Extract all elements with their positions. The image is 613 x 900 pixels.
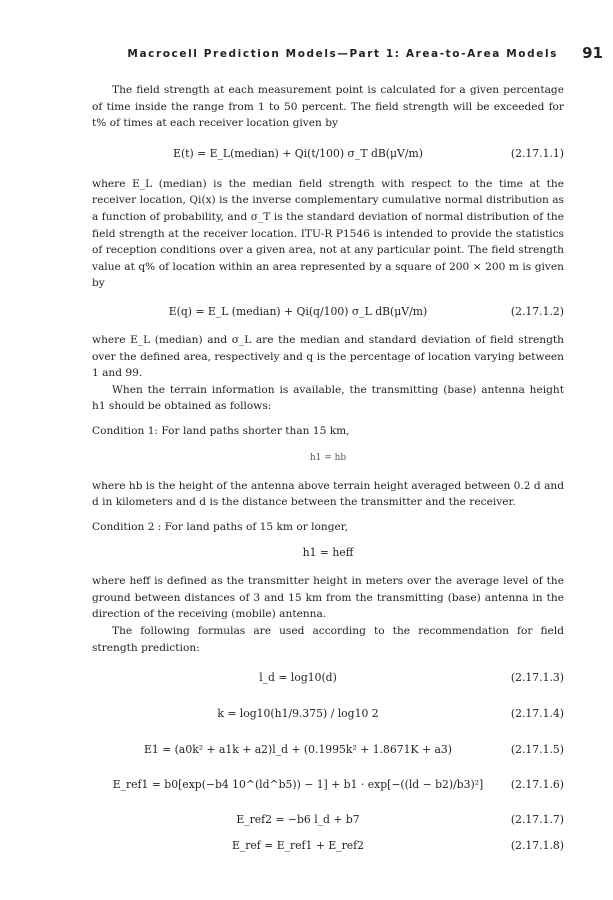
equation-expr: E1 = (a0k² + a1k + a2)l_d + (0.1995k² + 1.8671K + a3): [144, 743, 452, 757]
equation-expr: h1 = hb: [309, 452, 347, 463]
equation-expr: E_ref1 = b0[exp(−b4 10^(ld^b5)) − 1] + b1 · exp[−((ld − b2)/b3)²]: [112, 778, 484, 792]
equation-expr: E_ref2 = −b6 l_d + b7: [236, 813, 360, 827]
equation-expr: E(t) = E_L(median) + Qi(t/100) σ_T dB(μV/m): [173, 146, 423, 160]
equation-number: (2.17.1.4): [510, 707, 564, 721]
paragraph-3: where E_L (median) and σ_L are the median and standard deviation of field strength over the defined area, respectively and q is the percentage of location varying between 1 and 99.: [92, 333, 564, 380]
paragraph-5: where hb is the height of the antenna above terrain height averaged between 0.2 d and d in kilometers and d is the distance between the transmitter and the receiver.: [92, 479, 564, 509]
equation-2-17-1-1: [92, 142, 564, 166]
equation-2-17-1-5: [92, 738, 564, 762]
equation-expr: k = log10(h1/9.375) / log10 2: [217, 707, 379, 721]
equation-number: (2.17.1.2): [510, 304, 564, 318]
equation-number: (2.17.1.6): [510, 778, 564, 792]
paragraph-6: where heff is defined as the transmitter height in meters over the average level of the ground between distances of 3 and 15 km from the transmitting (base) antenna in the direction of the receiving (mobile) antenna.: [92, 575, 564, 621]
paragraph-1: The field strength at each measurement point is calculated for a given percentage of time inside the range from 1 to 50 percent. The field strength will be exceeded for t% of times at each receiver location given by: [92, 84, 564, 130]
page-body: [92, 82, 564, 858]
running-head: Macrocell Prediction Models—Part 1: Area-to-Area Models: [127, 48, 558, 60]
page-header: [0, 44, 613, 64]
equation-h1-heff: [92, 541, 564, 565]
equation-number: (2.17.1.3): [510, 671, 564, 685]
page-number: 91: [582, 44, 603, 62]
equation-expr: l_d = log10(d): [259, 671, 337, 685]
paragraph-4: When the terrain information is available, the transmitting (base) antenna height h1 should be obtained as follows:: [92, 383, 564, 413]
equation-2-17-1-2: [92, 300, 564, 324]
equation-number: (2.17.1.8): [510, 839, 564, 853]
equation-expr: E(q) = E_L (median) + Qi(q/100) σ_L dB(μV/m): [168, 304, 428, 318]
equation-number: (2.17.1.7): [510, 813, 564, 827]
paragraph-7: The following formulas are used according to the recommendation for field strength prediction:: [92, 625, 564, 654]
equation-expr: h1 = heff: [302, 546, 354, 560]
condition-1: Condition 1: For land paths shorter than 15 km,: [92, 424, 350, 437]
equation-2-17-1-4: [92, 694, 564, 734]
equation-2-17-1-3: [92, 666, 564, 690]
equation-2-17-1-6: [92, 768, 564, 802]
equation-h1-hb: [92, 446, 564, 470]
equation-number: (2.17.1.5): [510, 743, 564, 757]
equation-2-17-1-8: [92, 834, 564, 858]
condition-2: Condition 2 : For land paths of 15 km or longer,: [92, 520, 349, 533]
paragraph-2: where E_L (median) is the median field strength with respect to the time at the receiver location, Qi(x) is the inverse complementary cumulative normal distribution as a function of probability, and σ_T is the standard deviation of normal distribution of the field strength at the receiver location. ITU-R P1546 is intended to provide the statistics of reception conditions over a given area, not at any particular point. The field strength value at q% of location within an area represented by a square of 200 × 200 m is given by: [92, 177, 564, 290]
equation-2-17-1-7: [92, 808, 564, 832]
equation-expr: E_ref = E_ref1 + E_ref2: [231, 839, 365, 853]
equation-number: (2.17.1.1): [510, 146, 564, 160]
